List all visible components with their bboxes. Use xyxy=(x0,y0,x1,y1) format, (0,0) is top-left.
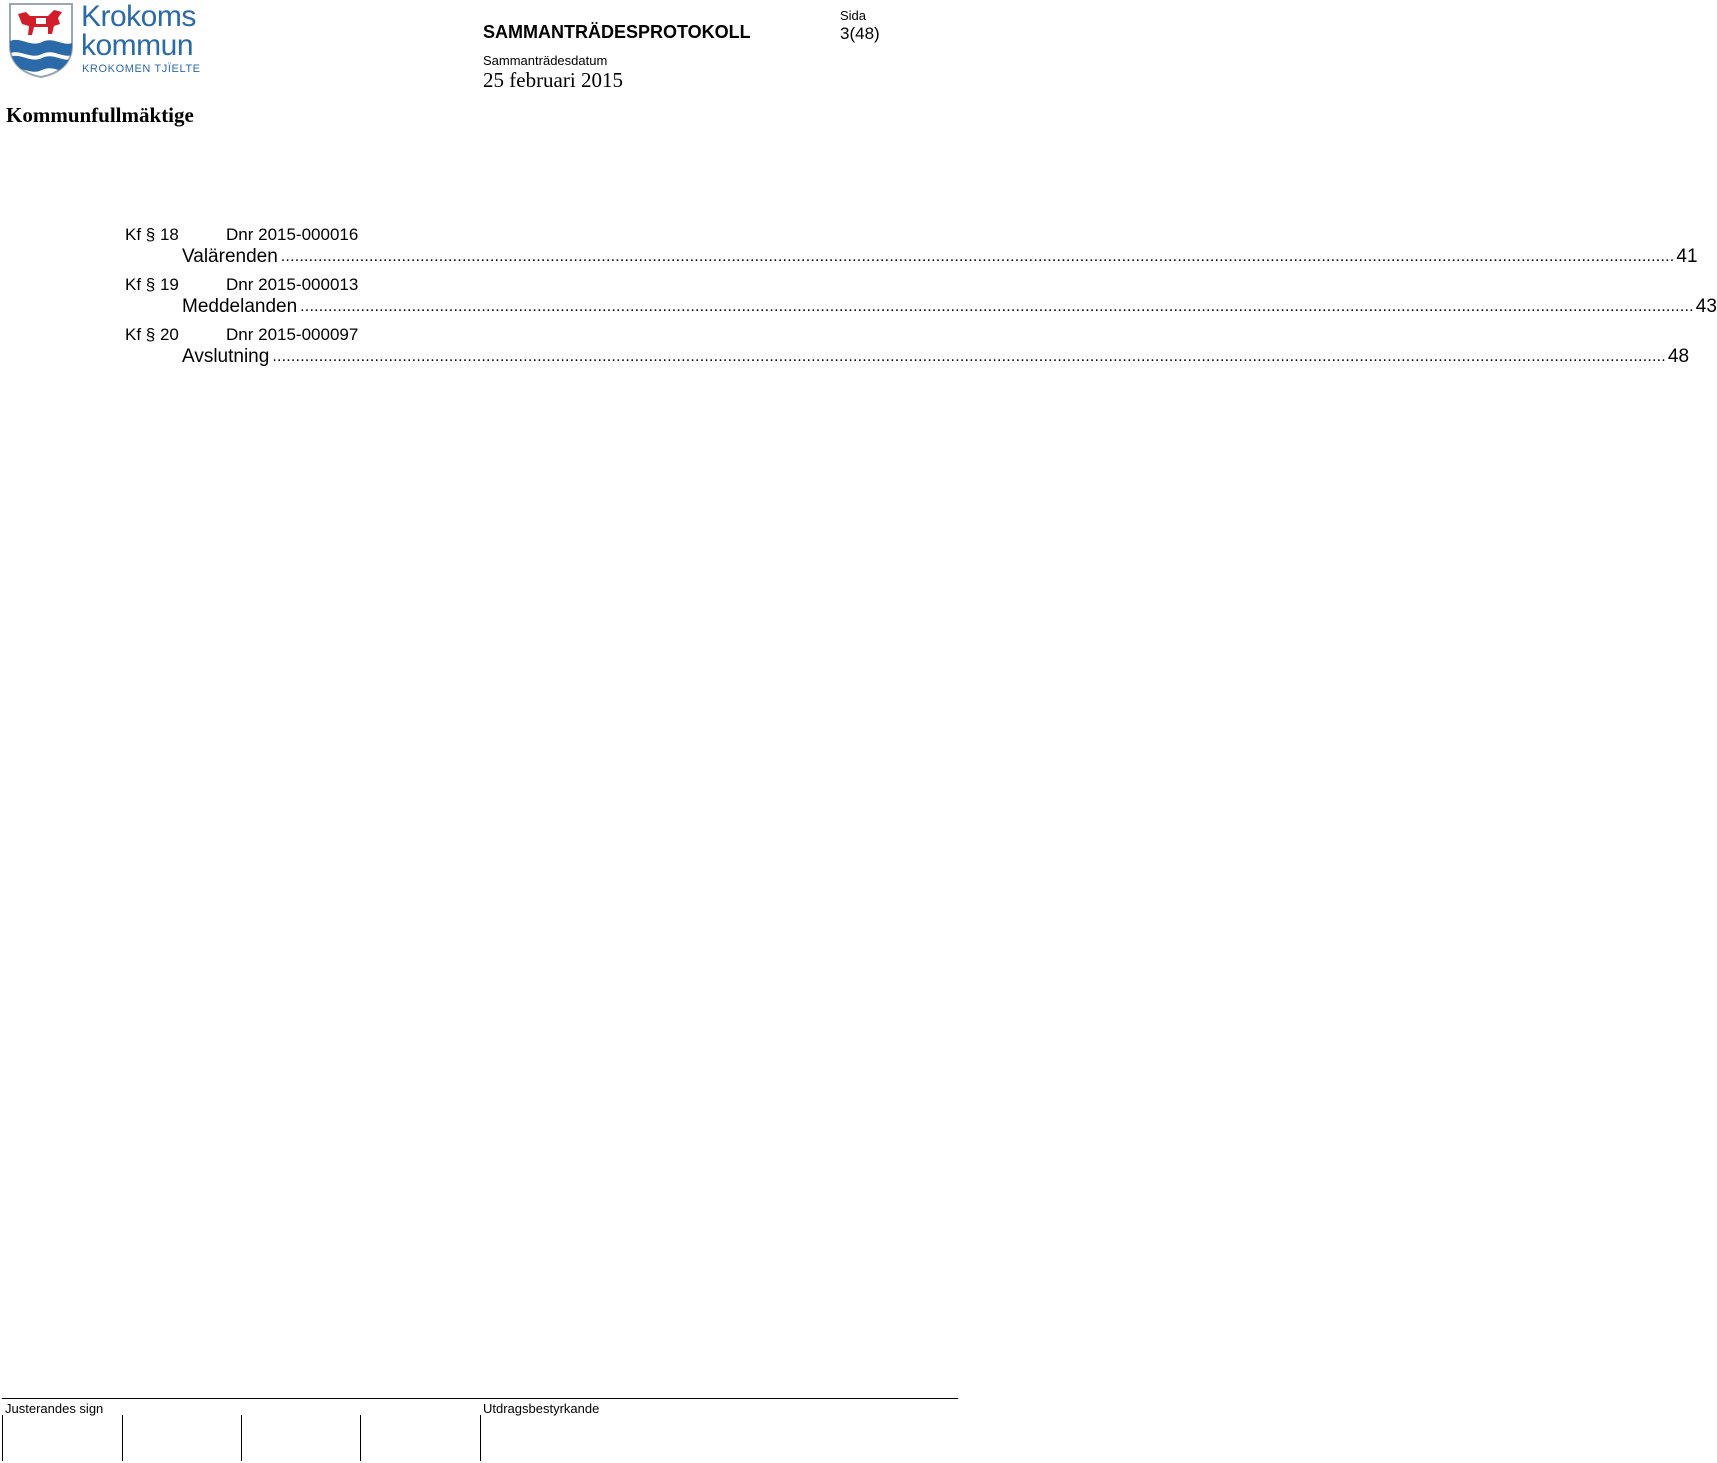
toc-paragraph-ref: Kf § 20 xyxy=(125,325,179,344)
toc-entry-header xyxy=(125,274,903,296)
signature-box xyxy=(241,1415,242,1461)
signatures-label: Justerandes sign xyxy=(5,1401,104,1416)
page-number: 3(48) xyxy=(840,24,880,43)
page-label: Sida xyxy=(840,8,867,23)
document-type: SAMMANTRÄDESPROTOKOLL xyxy=(483,22,751,42)
logo-name-line1: Krokoms xyxy=(81,0,196,33)
toc-entry-page: 41 xyxy=(1676,246,1698,267)
toc-entry-header xyxy=(125,324,903,346)
page-footer xyxy=(2,1398,958,1462)
organization-name: Kommunfullmäktige xyxy=(6,103,194,127)
toc-entry-line[interactable] xyxy=(125,346,1690,374)
extract-certification-label: Utdragsbestyrkande xyxy=(483,1401,600,1416)
signature-box xyxy=(2,1415,3,1461)
toc-entry-line[interactable] xyxy=(125,296,1717,324)
toc-diary-number: Dnr 2015-000016 xyxy=(226,225,359,244)
toc-entry-title: Valärenden xyxy=(182,246,278,267)
extract-certification-box xyxy=(480,1415,481,1461)
toc-entry-title: Meddelanden xyxy=(182,296,298,317)
table-of-contents xyxy=(125,224,1717,374)
toc-dot-leader: ............................................................................................................................................................................................................................................................................................................ xyxy=(300,298,1694,315)
toc-paragraph-ref: Kf § 19 xyxy=(125,275,179,294)
toc-entry-title: Avslutning xyxy=(182,346,270,367)
toc-entry xyxy=(125,324,1690,374)
logo-name-line2: kommun xyxy=(81,29,194,62)
toc-entry xyxy=(125,224,1698,274)
toc-entry-header xyxy=(125,224,903,246)
toc-entry-line[interactable] xyxy=(125,246,1698,274)
signature-box xyxy=(360,1415,361,1461)
toc-entry xyxy=(125,274,1717,324)
toc-entry-page: 48 xyxy=(1667,346,1690,367)
meeting-date-label: Sammanträdesdatum xyxy=(483,53,608,68)
toc-diary-number: Dnr 2015-000013 xyxy=(226,275,359,294)
toc-paragraph-ref: Kf § 18 xyxy=(125,225,179,244)
toc-entry-page: 43 xyxy=(1695,296,1717,317)
toc-dot-leader: ............................................................................................................................................................................................................................................................................................................ xyxy=(280,248,1675,265)
signature-box xyxy=(122,1415,123,1461)
toc-diary-number: Dnr 2015-000097 xyxy=(226,325,359,344)
toc-dot-leader: ............................................................................................................................................................................................................................................................................................................ xyxy=(272,348,1666,365)
meeting-date: 25 februari 2015 xyxy=(483,68,623,92)
coat-of-arms-icon xyxy=(8,2,74,78)
krokoms-kommun-logo xyxy=(8,2,208,78)
logo-subtitle: KROKOMEN TJÏELTE xyxy=(82,63,201,75)
